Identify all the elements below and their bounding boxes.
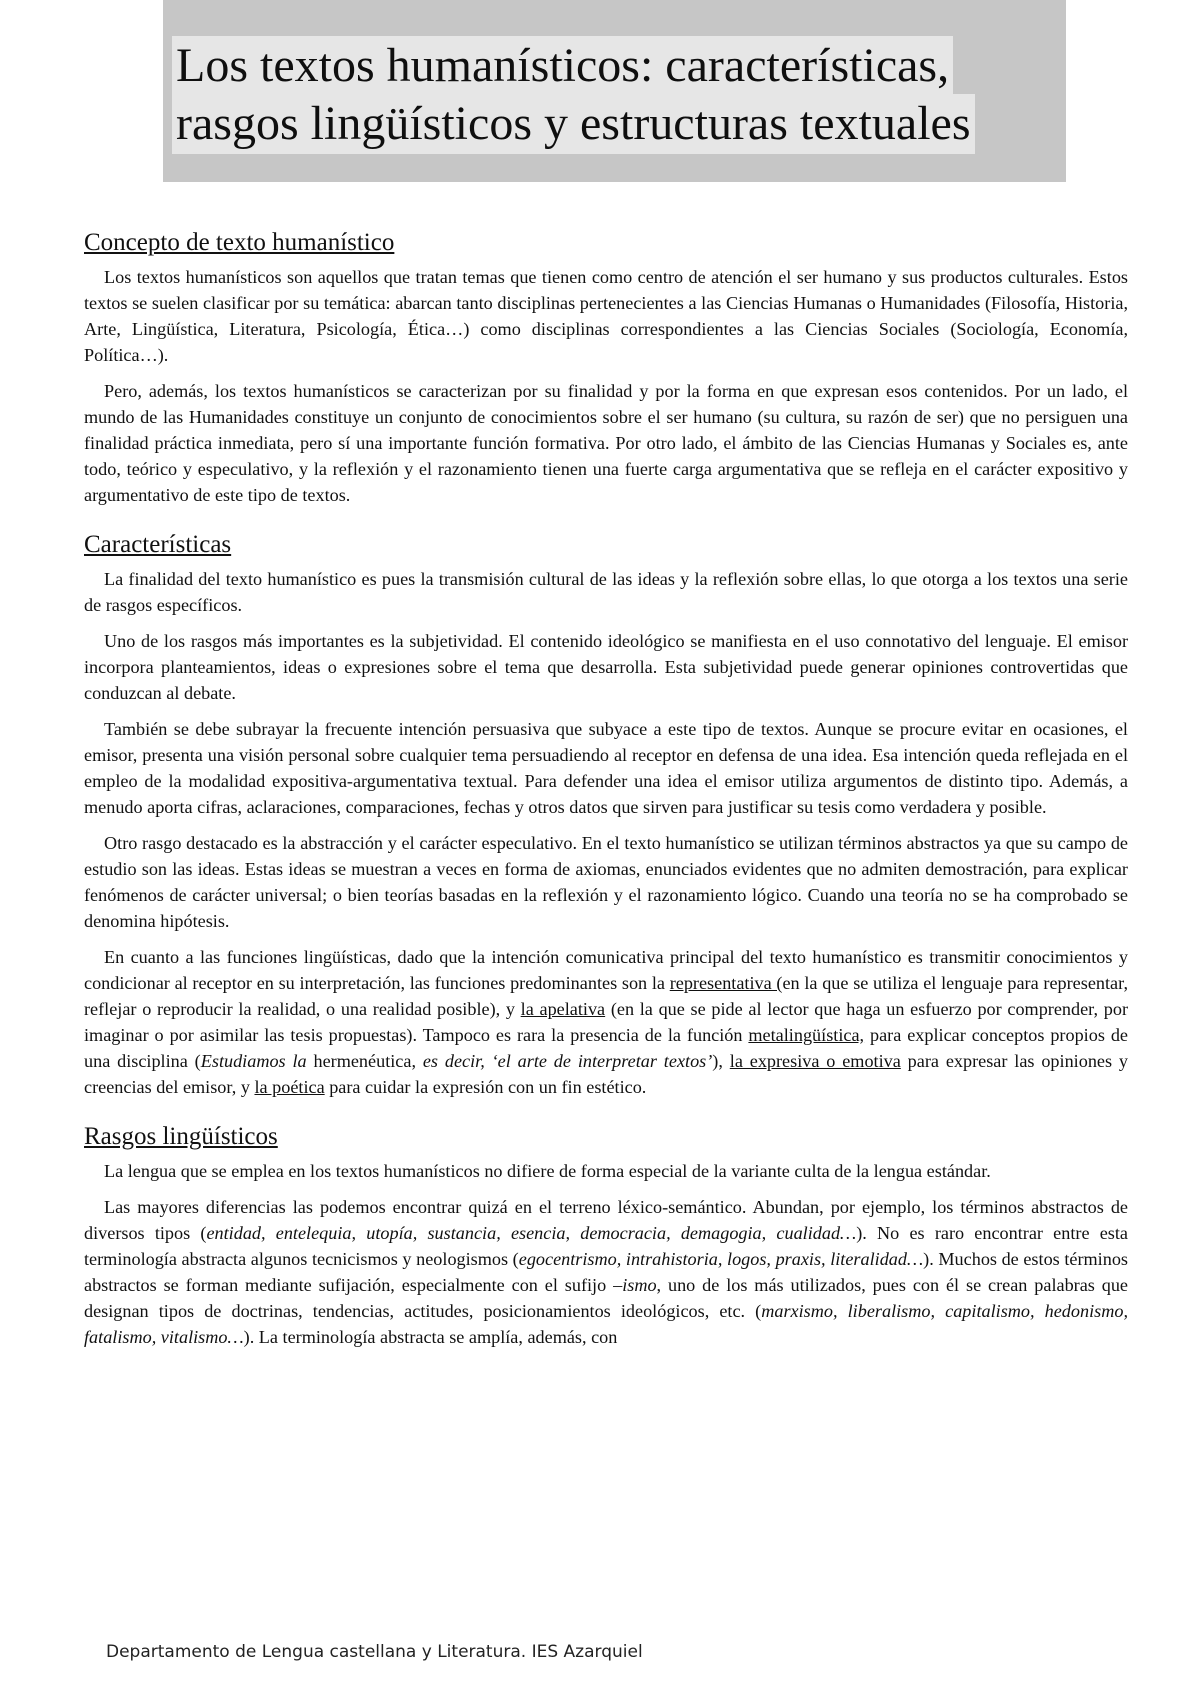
underlined-term: representativa ( xyxy=(669,973,783,993)
italic-run: egocentrismo, intrahistoria, logos, praxis, literalidad… xyxy=(518,1249,924,1269)
paragraph: La lengua que se emplea en los textos humanísticos no difiere de forma especial de la variante culta de la lengua estándar. xyxy=(104,1161,991,1181)
paragraph: Pero, además, los textos humanísticos se caracterizan por su finalidad y por la forma en que expresan esos contenidos. Por un lado, el mundo de las Humanidades constituye un conjunto de conocimientos sobre el ser humano (su cultura, su razón de ser) que no persiguen una finalidad práctica inmediata, pero sí una importante función formativa. Por otro lado, el ámbito de las Ciencias Humanas y Sociales es, ante todo, teórico y especulativo, y la reflexión y el razonamiento tienen una fuerte carga argumentativa que se refleja en el carácter expositivo y argumentativo de este tipo de textos. xyxy=(84,381,1128,505)
text-run: (en la que se pide al lector que haga un esfuerzo por comprender, por imaginar o por asimilar las tesis propuestas). Tampoco es rara la presencia de la función xyxy=(84,999,1128,1045)
italic-run: entidad, entelequia, utopía, sustancia, esencia, democracia, demagogia, cualidad… xyxy=(206,1223,857,1243)
paragraph: Uno de los rasgos más importantes es la subjetividad. El contenido ideológico se manifiesta en el uso connotativo del lenguaje. El emisor incorpora planteamientos, ideas o expresiones sobre el tema que desarrolla. Esta subjetividad puede generar opiniones controvertidas que conduzcan al debate. xyxy=(84,631,1128,703)
underlined-term: metalingüística, xyxy=(748,1025,865,1045)
paragraph: Otro rasgo destacado es la abstracción y el carácter especulativo. En el texto humanístico se utilizan términos abstractos ya que su campo de estudio son las ideas. Estas ideas se muestran a veces en forma de axiomas, enunciados evidentes que no admiten demostración, para explicar fenómenos de carácter universal; o bien teorías basadas en la reflexión y el razonamiento lógico. Cuando una teoría no se ha comprobado se denomina hipótesis. xyxy=(84,833,1128,931)
text-run: para explicar conceptos propios de una disciplina ( xyxy=(84,1025,1128,1071)
section-heading-caracteristicas: Características xyxy=(84,531,232,558)
italic-run: –ismo xyxy=(613,1275,657,1295)
section-heading-concepto: Concepto de texto humanístico xyxy=(84,229,395,256)
italic-run: Estudiamos la xyxy=(200,1051,307,1071)
paragraph: También se debe subrayar la frecuente intención persuasiva que subyace a este tipo de textos. Aunque se procure evitar en ocasiones, el emisor, presenta una visión personal sobre cualquier tema persuadiendo al receptor en defensa de una idea. Esa intención queda reflejada en el empleo de la modalidad expositiva-argumentativa textual. Para defender una idea el emisor utiliza argumentos de distinto tipo. Además, a menudo aporta cifras, aclaraciones, comparaciones, fechas y otros datos que sirven para justificar su tesis como verdadera y posible. xyxy=(84,719,1128,817)
paragraph-funciones xyxy=(84,944,1128,1100)
text-run: ), xyxy=(712,1051,730,1071)
text-run: para expresar las opiniones y creencias del emisor, y xyxy=(84,1051,1129,1097)
document-body xyxy=(84,228,1128,1360)
text-run: , uno de los más utilizados, pues con él se crean palabras que designan tipos de doctrinas, tendencias, actitudes, posicionamientos ideológicos, etc. ( xyxy=(84,1275,1129,1321)
underlined-term: la expresiva o emotiva xyxy=(729,1051,901,1071)
text-run: ). La terminología abstracta se amplía, además, con xyxy=(243,1327,618,1347)
paragraph-lexico xyxy=(84,1194,1128,1350)
text-run: Las mayores diferencias las podemos encontrar quizá en el terreno léxico-semántico. Abundan, por ejemplo, los términos abstractos de diversos tipos ( xyxy=(84,1197,1128,1243)
text-run: ). Muchos de estos términos abstractos se forman mediante sufijación, especialmente con el sufijo xyxy=(84,1249,1128,1295)
underlined-term: la apelativa xyxy=(520,999,606,1019)
paragraph: Los textos humanísticos son aquellos que tratan temas que tienen como centro de atención el ser humano y sus productos culturales. Estos textos se suelen clasificar por su temática: abarcan tanto disciplinas pertenecientes a las Ciencias Humanas o Humanidades (Filosofía, Historia, Arte, Lingüística, Literatura, Psicología, Ética…) como disciplinas correspondientes a las Ciencias Sociales (Sociología, Economía, Política…). xyxy=(84,267,1128,365)
italic-run: marxismo, liberalismo, capitalismo, hedonismo, fatalismo, vitalismo… xyxy=(84,1301,1128,1347)
underlined-term: la poética xyxy=(254,1077,325,1097)
text-run: hermenéutica, xyxy=(306,1051,423,1071)
page-footer: Departamento de Lengua castellana y Literatura. IES Azarquiel xyxy=(106,1642,643,1662)
page-title-line-1: Los textos humanísticos: características, xyxy=(172,36,953,96)
text-run: para cuidar la expresión con un fin estético. xyxy=(324,1077,647,1097)
page-title-line-2: rasgos lingüísticos y estructuras textuales xyxy=(172,94,975,154)
italic-run: es decir, ‘el arte de interpretar textos’ xyxy=(422,1051,713,1071)
text-run: en la que se utiliza el lenguaje para representar, reflejar o reproducir la realidad, o una realidad posible), y xyxy=(84,973,1129,1019)
text-run: En cuanto a las funciones lingüísticas, dado que la intención comunicativa principal del texto humanístico es transmitir conocimientos y condicionar al receptor en su interpretación, las funciones predominantes son la xyxy=(84,947,1128,993)
paragraph: La finalidad del texto humanístico es pues la transmisión cultural de las ideas y la reflexión sobre ellas, lo que otorga a los textos una serie de rasgos específicos. xyxy=(84,569,1128,615)
text-run: ). No es raro encontrar entre esta terminología abstracta algunos tecnicismos y neologismos ( xyxy=(84,1223,1128,1269)
section-heading-rasgos: Rasgos lingüísticos xyxy=(84,1123,278,1150)
